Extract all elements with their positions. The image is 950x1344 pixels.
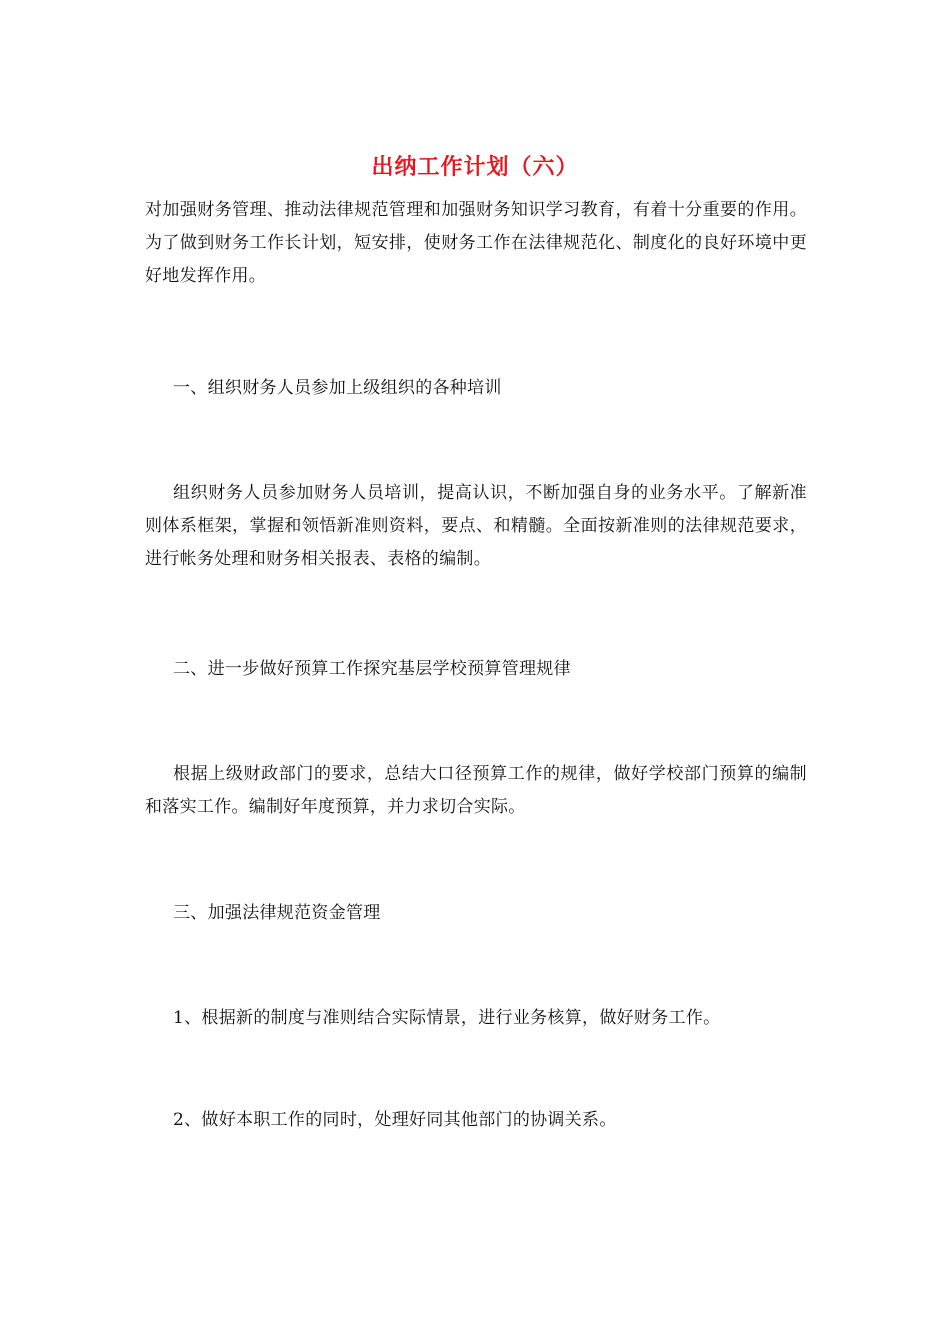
section-3-item-1: 1、根据新的制度与准则结合实际情景，进行业务核算，做好财务工作。	[173, 1008, 721, 1028]
intro-paragraph: 对加强财务管理、推动法律规范管理和加强财务知识学习教育，有着十分重要的作用。为了做到财务工作长计划，短安排，使财务工作在法律规范化、制度化的良好环境中更好地发挥作用。	[145, 200, 807, 286]
section-1-heading: 一、组织财务人员参加上级组织的各种培训	[173, 378, 502, 398]
section-2-body: 根据上级财政部门的要求，总结大口径预算工作的规律，做好学校部门预算的编制和落实工作。编制好年度预算，并力求切合实际。	[145, 764, 807, 817]
section-2-heading: 二、进一步做好预算工作探究基层学校预算管理规律	[173, 659, 571, 679]
document-title: 出纳工作计划（六）	[371, 154, 579, 180]
section-3-heading: 三、加强法律规范资金管理	[173, 903, 381, 923]
section-3-item-2: 2、做好本职工作的同时，处理好同其他部门的协调关系。	[173, 1110, 617, 1130]
section-1-body: 组织财务人员参加财务人员培训，提高认识，不断加强自身的业务水平。了解新准则体系框架，掌握和领悟新准则资料，要点、和精髓。全面按新准则的法律规范要求，进行帐务处理和财务相关报表、表格的编制。	[145, 483, 807, 569]
